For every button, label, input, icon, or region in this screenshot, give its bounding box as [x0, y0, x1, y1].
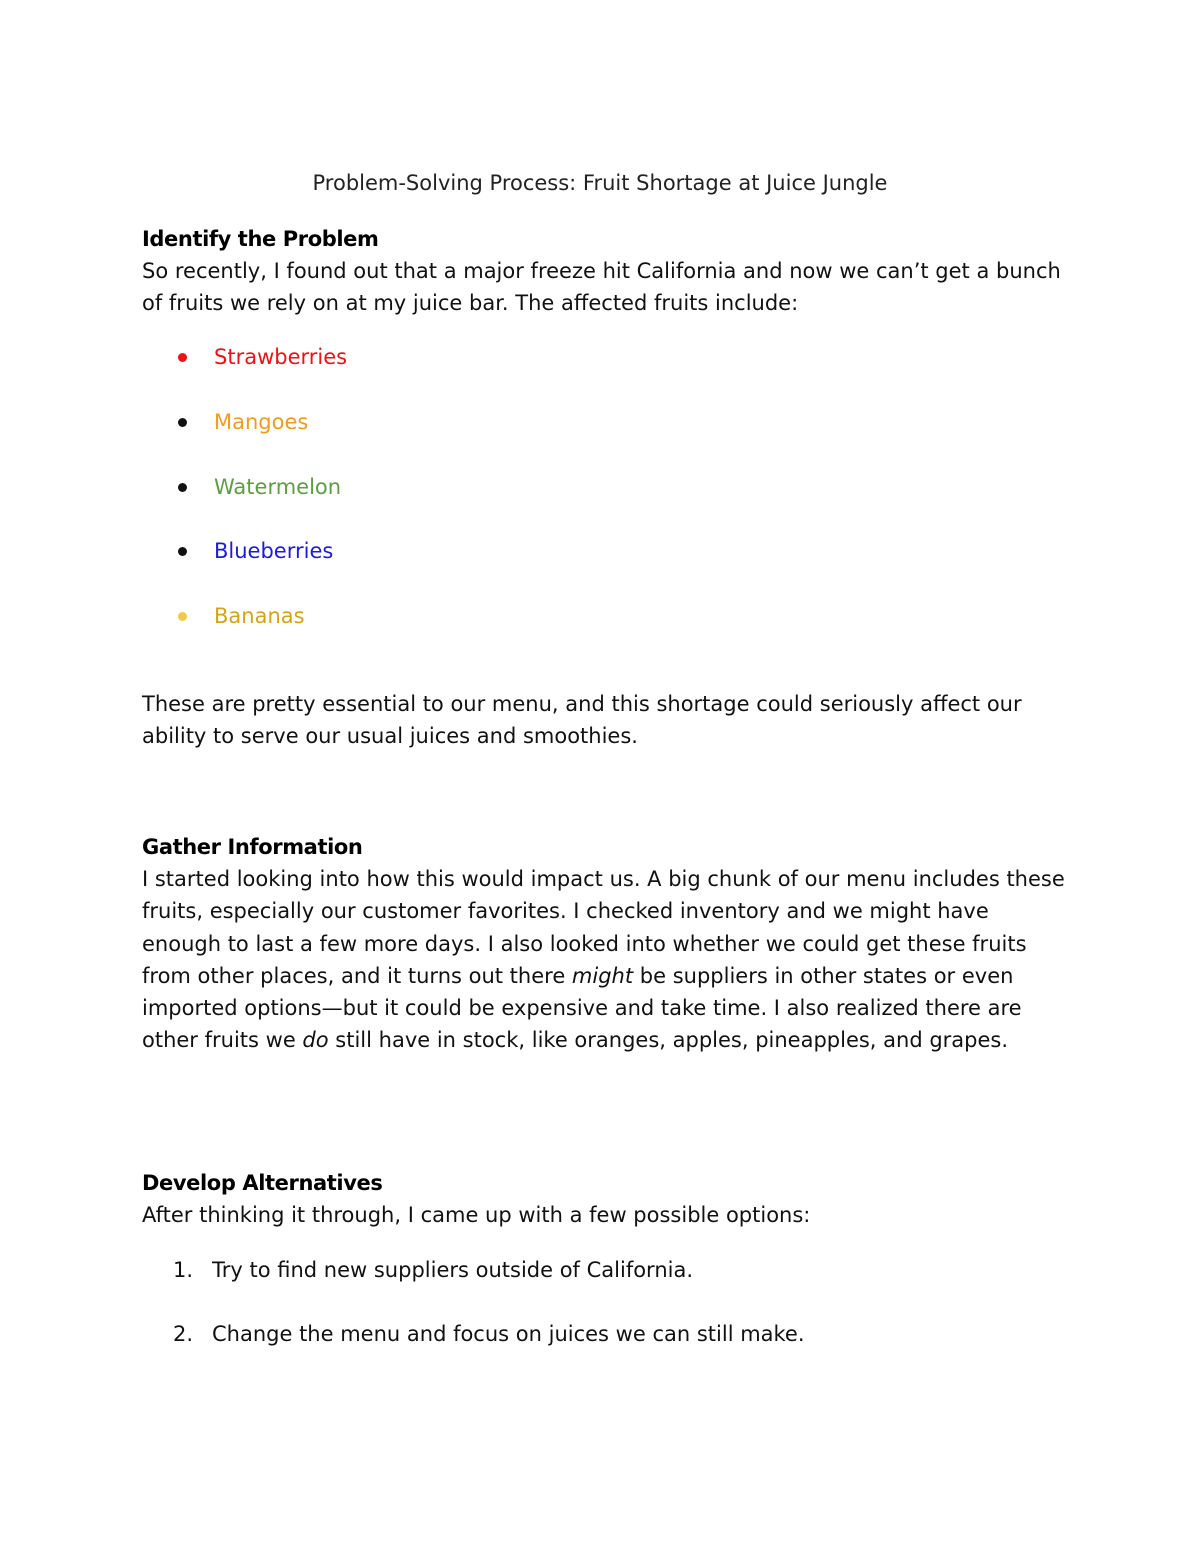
- option-number: 1.: [173, 1258, 194, 1282]
- bullet-icon: [178, 483, 187, 492]
- gather-paragraph: [142, 863, 1067, 1057]
- document-title: Problem-Solving Process: Fruit Shortage at Juice Jungle: [312, 171, 888, 195]
- fruit-label: Strawberries: [214, 345, 348, 369]
- option-text: Try to find new suppliers outside of California.: [212, 1258, 694, 1282]
- identify-closing-paragraph: These are pretty essential to our menu, and this shortage could seriously affect our ability to serve our usual juices and smoothies.: [142, 692, 1022, 749]
- fruit-label: Mangoes: [214, 410, 309, 434]
- fruit-label: Bananas: [214, 604, 305, 628]
- fruit-item-watermelon: [176, 471, 341, 503]
- fruit-item-bananas: [176, 600, 305, 632]
- develop-intro-paragraph: After thinking it through, I came up with a few possible options:: [142, 1203, 811, 1227]
- option-text: Change the menu and focus on juices we can still make.: [212, 1322, 805, 1346]
- bullet-icon: [178, 547, 187, 556]
- bullet-icon: [178, 418, 187, 427]
- bullet-icon: [178, 353, 187, 362]
- gather-emphasis-do: do: [302, 1028, 329, 1053]
- bullet-icon: [178, 612, 187, 621]
- option-number: 2.: [173, 1322, 194, 1346]
- gather-text-1: I started looking into how this would impact us. A big chunk of our menu includes these fruits, especially our customer favorites. I checked inventory and we might have enough to last a few more days. I also looked into whether we could get these fruits from other places, and it turns out there: [142, 867, 1065, 988]
- fruit-label: Blueberries: [214, 539, 334, 563]
- heading-develop-alternatives: Develop Alternatives: [142, 1171, 383, 1195]
- heading-identify-problem: Identify the Problem: [142, 227, 379, 251]
- fruit-item-strawberries: [176, 341, 347, 373]
- gather-text-2: be suppliers in other states or even imported options—but it could be expensive and take time. I also realized there are other fruits we: [142, 963, 1022, 1053]
- option-item: [173, 1318, 805, 1350]
- fruit-item-blueberries: [176, 535, 333, 567]
- heading-gather-information: Gather Information: [142, 835, 363, 859]
- gather-text-3: still have in stock, like oranges, apples, pineapples, and grapes.: [328, 1028, 1009, 1053]
- fruit-label: Watermelon: [214, 475, 342, 499]
- fruit-item-mangoes: [176, 406, 308, 438]
- option-item: [173, 1254, 693, 1286]
- gather-emphasis-might: might: [571, 963, 634, 988]
- identify-intro-paragraph: So recently, I found out that a major freeze hit California and now we can’t get a bunch of fruits we rely on at my juice bar. The affected fruits include:: [142, 259, 1061, 316]
